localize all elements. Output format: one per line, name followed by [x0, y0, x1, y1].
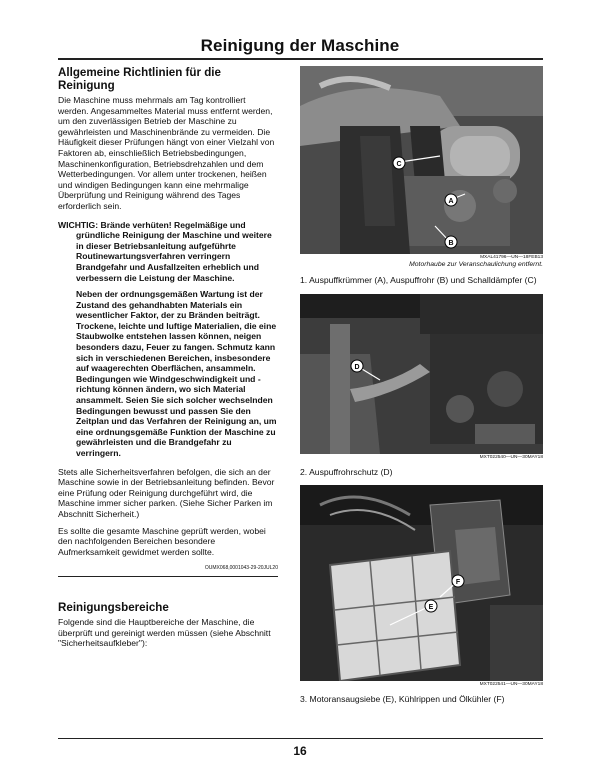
svg-text:D: D — [354, 363, 360, 371]
svg-text:A: A — [448, 198, 454, 205]
cleaning-areas-paragraph: Folgende sind die Hauptbereiche der Maschine, die überprüft und gereinigt werden müssen (siehe Abschnitt "Sicherheitsaufkleber"): — [58, 616, 271, 649]
svg-text:C: C — [396, 161, 402, 168]
left-column — [58, 66, 278, 655]
callout-f — [452, 575, 464, 587]
figure-2-id: MXT022540—UN—30MAY18 — [479, 454, 543, 460]
warning-label: WICHTIG: — [58, 219, 99, 230]
svg-text:F: F — [455, 579, 461, 587]
footer-divider — [58, 738, 543, 739]
figure-3-id: MXT022541—UN—30MAY18 — [479, 682, 543, 688]
item-3-label: 3. Motoransaugsiebe (E), Kühlrippen und Ölkühler (F) — [300, 694, 505, 705]
figure-1-id: MXAL41796—UN—18FEB13 — [480, 255, 543, 260]
reference-divider — [58, 576, 278, 577]
exhaust-photo — [300, 66, 543, 254]
figure-1-caption: Motorhaube zur Veranschaulichung entfernt. — [409, 261, 543, 268]
svg-text:E: E — [428, 604, 434, 612]
item-2-label: 2. Auspuffrohrschutz (D) — [300, 466, 393, 477]
safety-paragraph: Stets alle Sicherheitsverfahren befolgen, die sich an der Maschine sowie in der Betriebsanleitung befinden. Bevor eine Prüfung oder Reinigung durchgeführt wird, die Maschine immer sicher parken. (Siehe Sicher Parken im Abschnitt Sicherheit.) — [58, 466, 275, 519]
guidelines-paragraph: Die Maschine muss mehrmals am Tag kontrolliert werden. Angesammeltes Material muss entfernt werden, um den zuverlässigen Betrieb der Maschine zu gewährleisten und Maschinenbrände zu vermeiden. Die Häufigkeit dieser Prüfungen hängt von einer Vielzahl von Faktoren ab, einschließlich Betriebsbedingungen, Maschinenkonfiguration, Betriebsdrehzahlen und dem Wetterbedingungen. Vor allem unter trockenen, heißen und windigen Bedingungen kann eine mehrmalige Überprüfung und Reinigung während des Tages erforderlich sein. — [58, 95, 275, 211]
title-divider — [58, 58, 543, 60]
page-number: 16 — [293, 744, 307, 758]
item-1-label: 1. Auspuffkrümmer (A), Auspuffrohr (B) und Schalldämpfer (C) — [300, 275, 537, 285]
right-column — [300, 66, 543, 713]
callout-b — [445, 236, 457, 248]
page-title: Reinigung der Maschine — [200, 36, 400, 55]
section-heading-cleaning-areas: Reinigungsbereiche — [58, 600, 169, 614]
inspection-paragraph: Es sollte die gesamte Maschine geprüft werden, wobei den nachfolgenden Bereichen besondere Aufmerksamkeit gewidmet werden sollte. — [58, 525, 266, 557]
warning-lead: Brände verhüten! Regelmäßige und — [100, 219, 246, 230]
intake-screen-photo — [300, 485, 543, 681]
svg-text:B: B — [448, 240, 454, 247]
callout-c — [393, 157, 405, 169]
exhaust-guard-photo — [300, 294, 543, 454]
callout-e — [425, 600, 437, 612]
warning-text: gründliche Reinigung der Maschine und weitere in dieser Betriebsanleitung aufgeführte Routinewartungsverfahren verringern Brandgefahr und Ausfallzeiten erheblich und verbessern die Leistung der Maschine. — [76, 230, 272, 283]
warning-paragraph-2: Neben der ordnungsgemäßen Wartung ist der Zustand des gehandhabten Materials ein wesentlicher Faktor, der zu Bränden beiträgt. Trockene, leichte und luftige Materialien, die eine Staubwolke entstehen lassen können, neigen besonders dazu, Feuer zu fangen. Schmutz kann sich in verschiedenen Bereichen, insbesondere auf waagerechten Oberflächen, ansammeln. Bedingungen wie Windgeschwindigkeit und -richtung können ändern, wo sich Material ansammelt. Seien Sie sich solcher wechselnden Bedingungen bewusst und passen Sie den Zeitplan und das Verfahren der Reinigung an, um eine ordnungsgemäße Funktion der Maschine zu gewährleisten und die Brandgefahr zu verringern. — [76, 289, 277, 458]
section-heading-guidelines: Allgemeine Richtlinien für die Reinigung — [58, 66, 221, 92]
callout-a — [445, 194, 457, 206]
callout-d — [351, 360, 363, 372]
warning-notice — [58, 220, 278, 284]
reference-code: OUMX068,0001043-29-20JUL20 — [204, 565, 278, 572]
